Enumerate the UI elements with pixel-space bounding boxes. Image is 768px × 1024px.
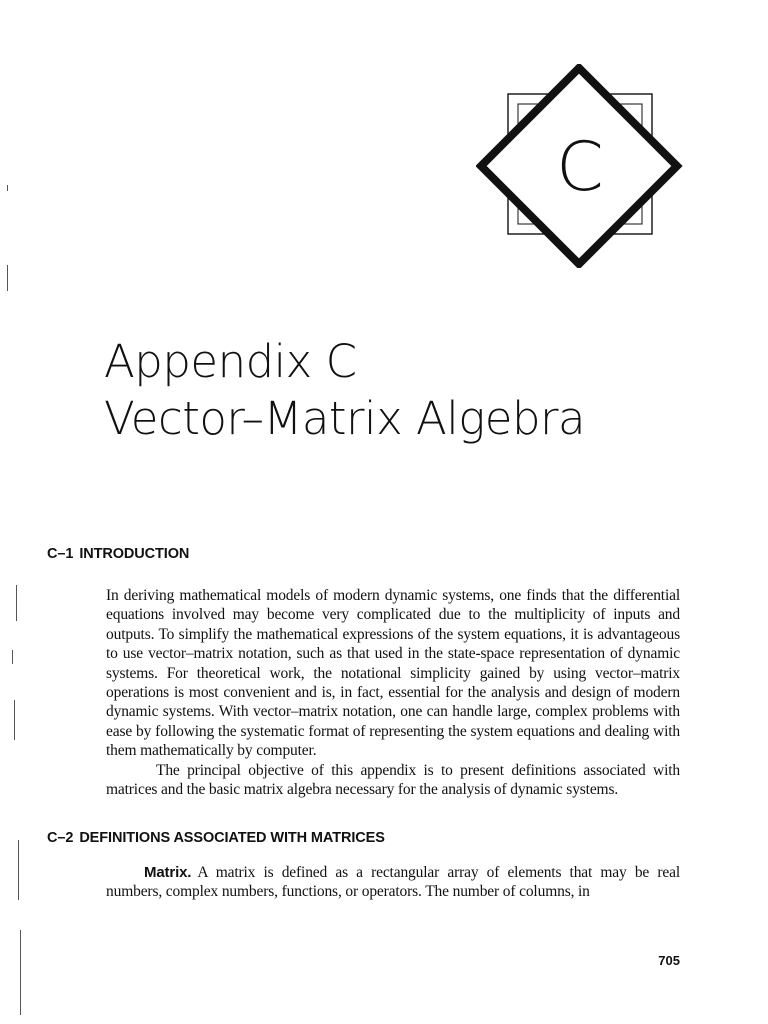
section-heading-introduction	[47, 546, 189, 562]
scan-artifact	[18, 840, 19, 900]
emblem-letter: C	[556, 128, 604, 207]
section-title: DEFINITIONS ASSOCIATED WITH MATRICES	[79, 830, 385, 846]
scan-artifact	[7, 265, 8, 291]
title-line-2: Vector–Matrix Algebra	[104, 392, 586, 445]
title-line-1: Appendix C	[104, 335, 357, 388]
paragraph: In deriving mathematical models of modern dynamic systems, one finds that the differential equations involved may become very complicated due to the multiplicity of inputs and outputs. To simplify the mathematical expressions of the system equations, it is advantageous to use vector–matrix notation, such as that used in the state-space representation of dynamic systems. For theoretical work, the notational simplicity gained by using vector–matrix operations is most convenient and is, in fact, essential for the analysis and design of modern dynamic systems. With vector–matrix notation, one can handle large, complex problems with ease by following the systematic format of representing the system equations and dealing with them mathematically by computer.	[106, 587, 680, 760]
scan-artifact	[7, 185, 8, 191]
run-in-term: Matrix.	[144, 864, 192, 881]
scan-artifact	[14, 700, 15, 740]
paragraph-text: A matrix is defined as a rectangular array of elements that may be real numbers, complex numbers, functions, or operators. The number of columns, in	[106, 864, 680, 901]
section-number: C–2	[47, 830, 74, 846]
scan-artifact	[20, 930, 21, 1015]
scan-artifact	[16, 585, 17, 621]
scan-artifact	[12, 650, 13, 664]
introduction-body	[106, 586, 680, 799]
matrix-definition-body	[106, 863, 680, 902]
section-heading-definitions	[47, 830, 385, 846]
appendix-emblem	[476, 64, 686, 268]
section-title: INTRODUCTION	[79, 546, 190, 562]
section-number: C–1	[47, 546, 74, 562]
chapter-title	[104, 333, 724, 447]
page-number: 705	[658, 953, 680, 968]
paragraph: The principal objective of this appendix is to present definitions associated with matrices and the basic matrix algebra necessary for the analysis of dynamic systems.	[106, 761, 680, 799]
